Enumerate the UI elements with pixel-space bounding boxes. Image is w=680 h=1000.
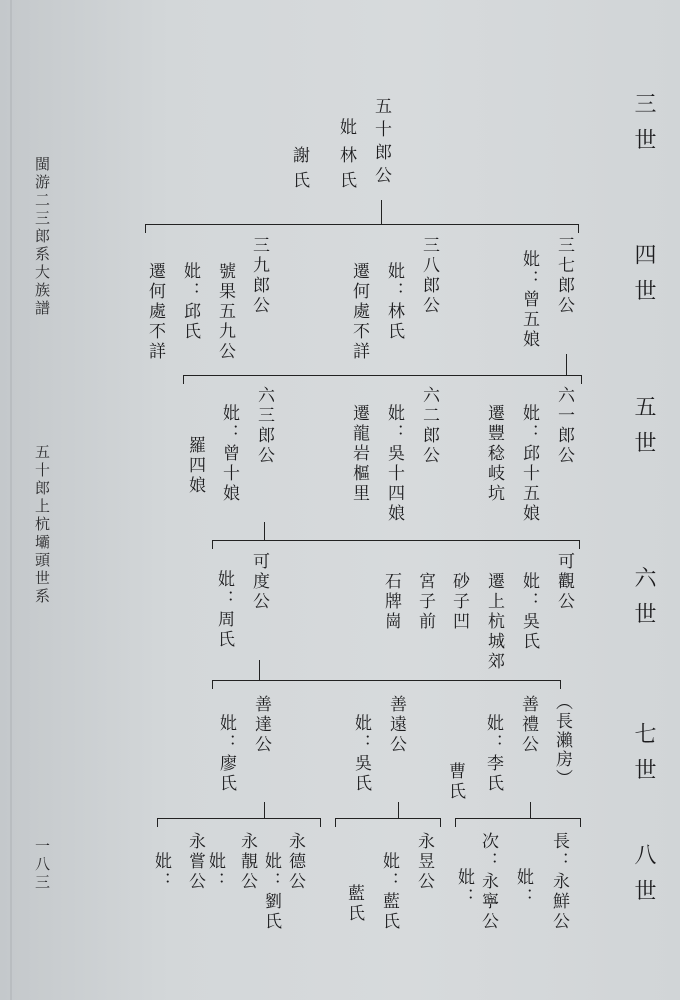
generation-label-5: 五世 — [631, 395, 656, 467]
gen8-5-wife: 妣： — [205, 852, 225, 892]
bracket-gen6-left — [212, 540, 213, 549]
bracket-gen8-b — [335, 818, 441, 819]
generation-label-4: 四世 — [631, 243, 656, 315]
gen8-3-wife2: 藍氏 — [344, 884, 364, 924]
bracket-gen8-a-left — [455, 818, 456, 827]
gen6-2-name: 可度公 — [249, 552, 269, 612]
gen3-wife2: 謝氏 — [289, 146, 309, 196]
gen8-1-wife: 妣： — [513, 868, 533, 908]
gen3-wife1: 林氏 — [336, 146, 356, 196]
gen4-2-note: 遷何處不詳 — [349, 262, 369, 362]
gen8-2-wife: 妣： — [454, 868, 474, 908]
generation-label-3: 三世 — [631, 92, 656, 164]
gen4-2-wife: 妣：林氏 — [384, 262, 404, 342]
connector-gen5 — [264, 522, 265, 541]
section-title: 五十郎上杭壩頭世系 — [33, 444, 51, 606]
gen5-3-name: 六三郎公 — [254, 386, 274, 466]
bracket-gen4 — [145, 224, 579, 225]
connector-gen7-2 — [398, 802, 399, 819]
book-title: 閩游二三郎系大族譜 — [33, 156, 51, 318]
generation-label-6: 六世 — [631, 566, 656, 638]
bracket-gen4-left — [145, 224, 146, 233]
gen6-1-place1: 砂子凹 — [449, 572, 469, 632]
gen4-3-alias: 號果五九公 — [215, 262, 235, 362]
gen8-3-name: 永昱公 — [414, 832, 434, 892]
gen7-2-name: 善遠公 — [386, 695, 406, 755]
bracket-gen8-c-left — [157, 818, 158, 827]
gen6-1-note: 遷上杭城郊 — [484, 572, 504, 672]
page-fold-shadow — [10, 0, 12, 1000]
bracket-gen5-left — [183, 375, 184, 384]
gen8-3-wife: 妣：藍氏 — [379, 852, 399, 932]
bracket-gen5-right — [581, 375, 582, 384]
gen8-6-name: 永嘗公 — [185, 832, 205, 892]
connector-gen6 — [259, 660, 260, 681]
generation-label-7: 七世 — [631, 722, 656, 794]
bracket-gen7-left — [212, 680, 213, 689]
gen6-2-wife: 妣：周氏 — [214, 570, 234, 650]
gen4-1-wife: 妣：曾五娘 — [519, 250, 539, 350]
gen5-1-wife: 妣：邱十五娘 — [519, 404, 539, 524]
bracket-gen6 — [212, 540, 580, 541]
generation-label-8: 八世 — [631, 843, 656, 915]
connector-gen7-3 — [264, 802, 265, 819]
gen7-1-wife2: 曹氏 — [445, 762, 465, 802]
gen7-3-wife: 妣：廖氏 — [216, 714, 236, 794]
gen6-1-place2: 宮子前 — [415, 572, 435, 632]
gen7-1-name: 善禮公 — [518, 695, 538, 755]
connector-gen3 — [381, 200, 382, 225]
bracket-gen7-right — [560, 680, 561, 689]
bracket-gen7 — [212, 680, 561, 681]
gen7-1-branch: （長瀨房） — [552, 693, 572, 788]
bracket-gen6-right — [579, 540, 580, 549]
gen5-3-wife: 妣：曾十娘 — [219, 404, 239, 504]
bracket-gen8-c-right — [320, 818, 321, 827]
bracket-gen8-b-left — [335, 818, 336, 827]
gen5-3-wife2: 羅四娘 — [185, 436, 205, 496]
gen6-1-wife: 妣：吳氏 — [519, 572, 539, 652]
gen4-2-name: 三八郎公 — [419, 236, 439, 316]
gen4-3-name: 三九郎公 — [249, 236, 269, 316]
gen8-5-name: 永靚公 — [237, 832, 257, 892]
bracket-gen5 — [183, 375, 582, 376]
gen8-4-name: 永德公 — [285, 832, 305, 892]
gen8-6-wife: 妣： — [151, 852, 171, 892]
gen6-1-name: 可觀公 — [554, 552, 574, 612]
bracket-gen8-c — [157, 818, 321, 819]
connector-gen4 — [566, 354, 567, 376]
gen8-4-wife: 妣：劉氏 — [261, 852, 281, 932]
gen5-1-name: 六一郎公 — [554, 386, 574, 466]
gen7-2-wife: 妣：吳氏 — [351, 714, 371, 794]
gen4-1-name: 三七郎公 — [554, 236, 574, 316]
gen5-2-note: 遷龍岩樞里 — [349, 404, 369, 504]
gen3-name: 五十郎公 — [371, 97, 391, 189]
gen8-2-name: 次：永寧公 — [478, 832, 498, 932]
gen4-3-wife: 妣：邱氏 — [180, 262, 200, 342]
gen4-3-note: 遷何處不詳 — [145, 262, 165, 362]
gen6-1-place3: 石牌崗 — [381, 572, 401, 632]
gen7-3-name: 善達公 — [251, 695, 271, 755]
gen7-1-wife: 妣：李氏 — [483, 714, 503, 794]
gen8-1-name: 長：永鮮公 — [549, 832, 569, 932]
page-number: 一八三 — [33, 838, 51, 892]
bracket-gen4-right — [578, 224, 579, 233]
gen5-2-wife: 妣：吳十四娘 — [384, 404, 404, 524]
connector-gen7-1 — [530, 802, 531, 819]
gen3-wife-label: 妣 — [336, 118, 356, 138]
bracket-gen8-a — [455, 818, 581, 819]
bracket-gen8-a-right — [580, 818, 581, 827]
bracket-gen8-b-right — [440, 818, 441, 827]
gen5-1-note: 遷豐稔岐坑 — [484, 404, 504, 504]
gen5-2-name: 六二郎公 — [419, 386, 439, 466]
